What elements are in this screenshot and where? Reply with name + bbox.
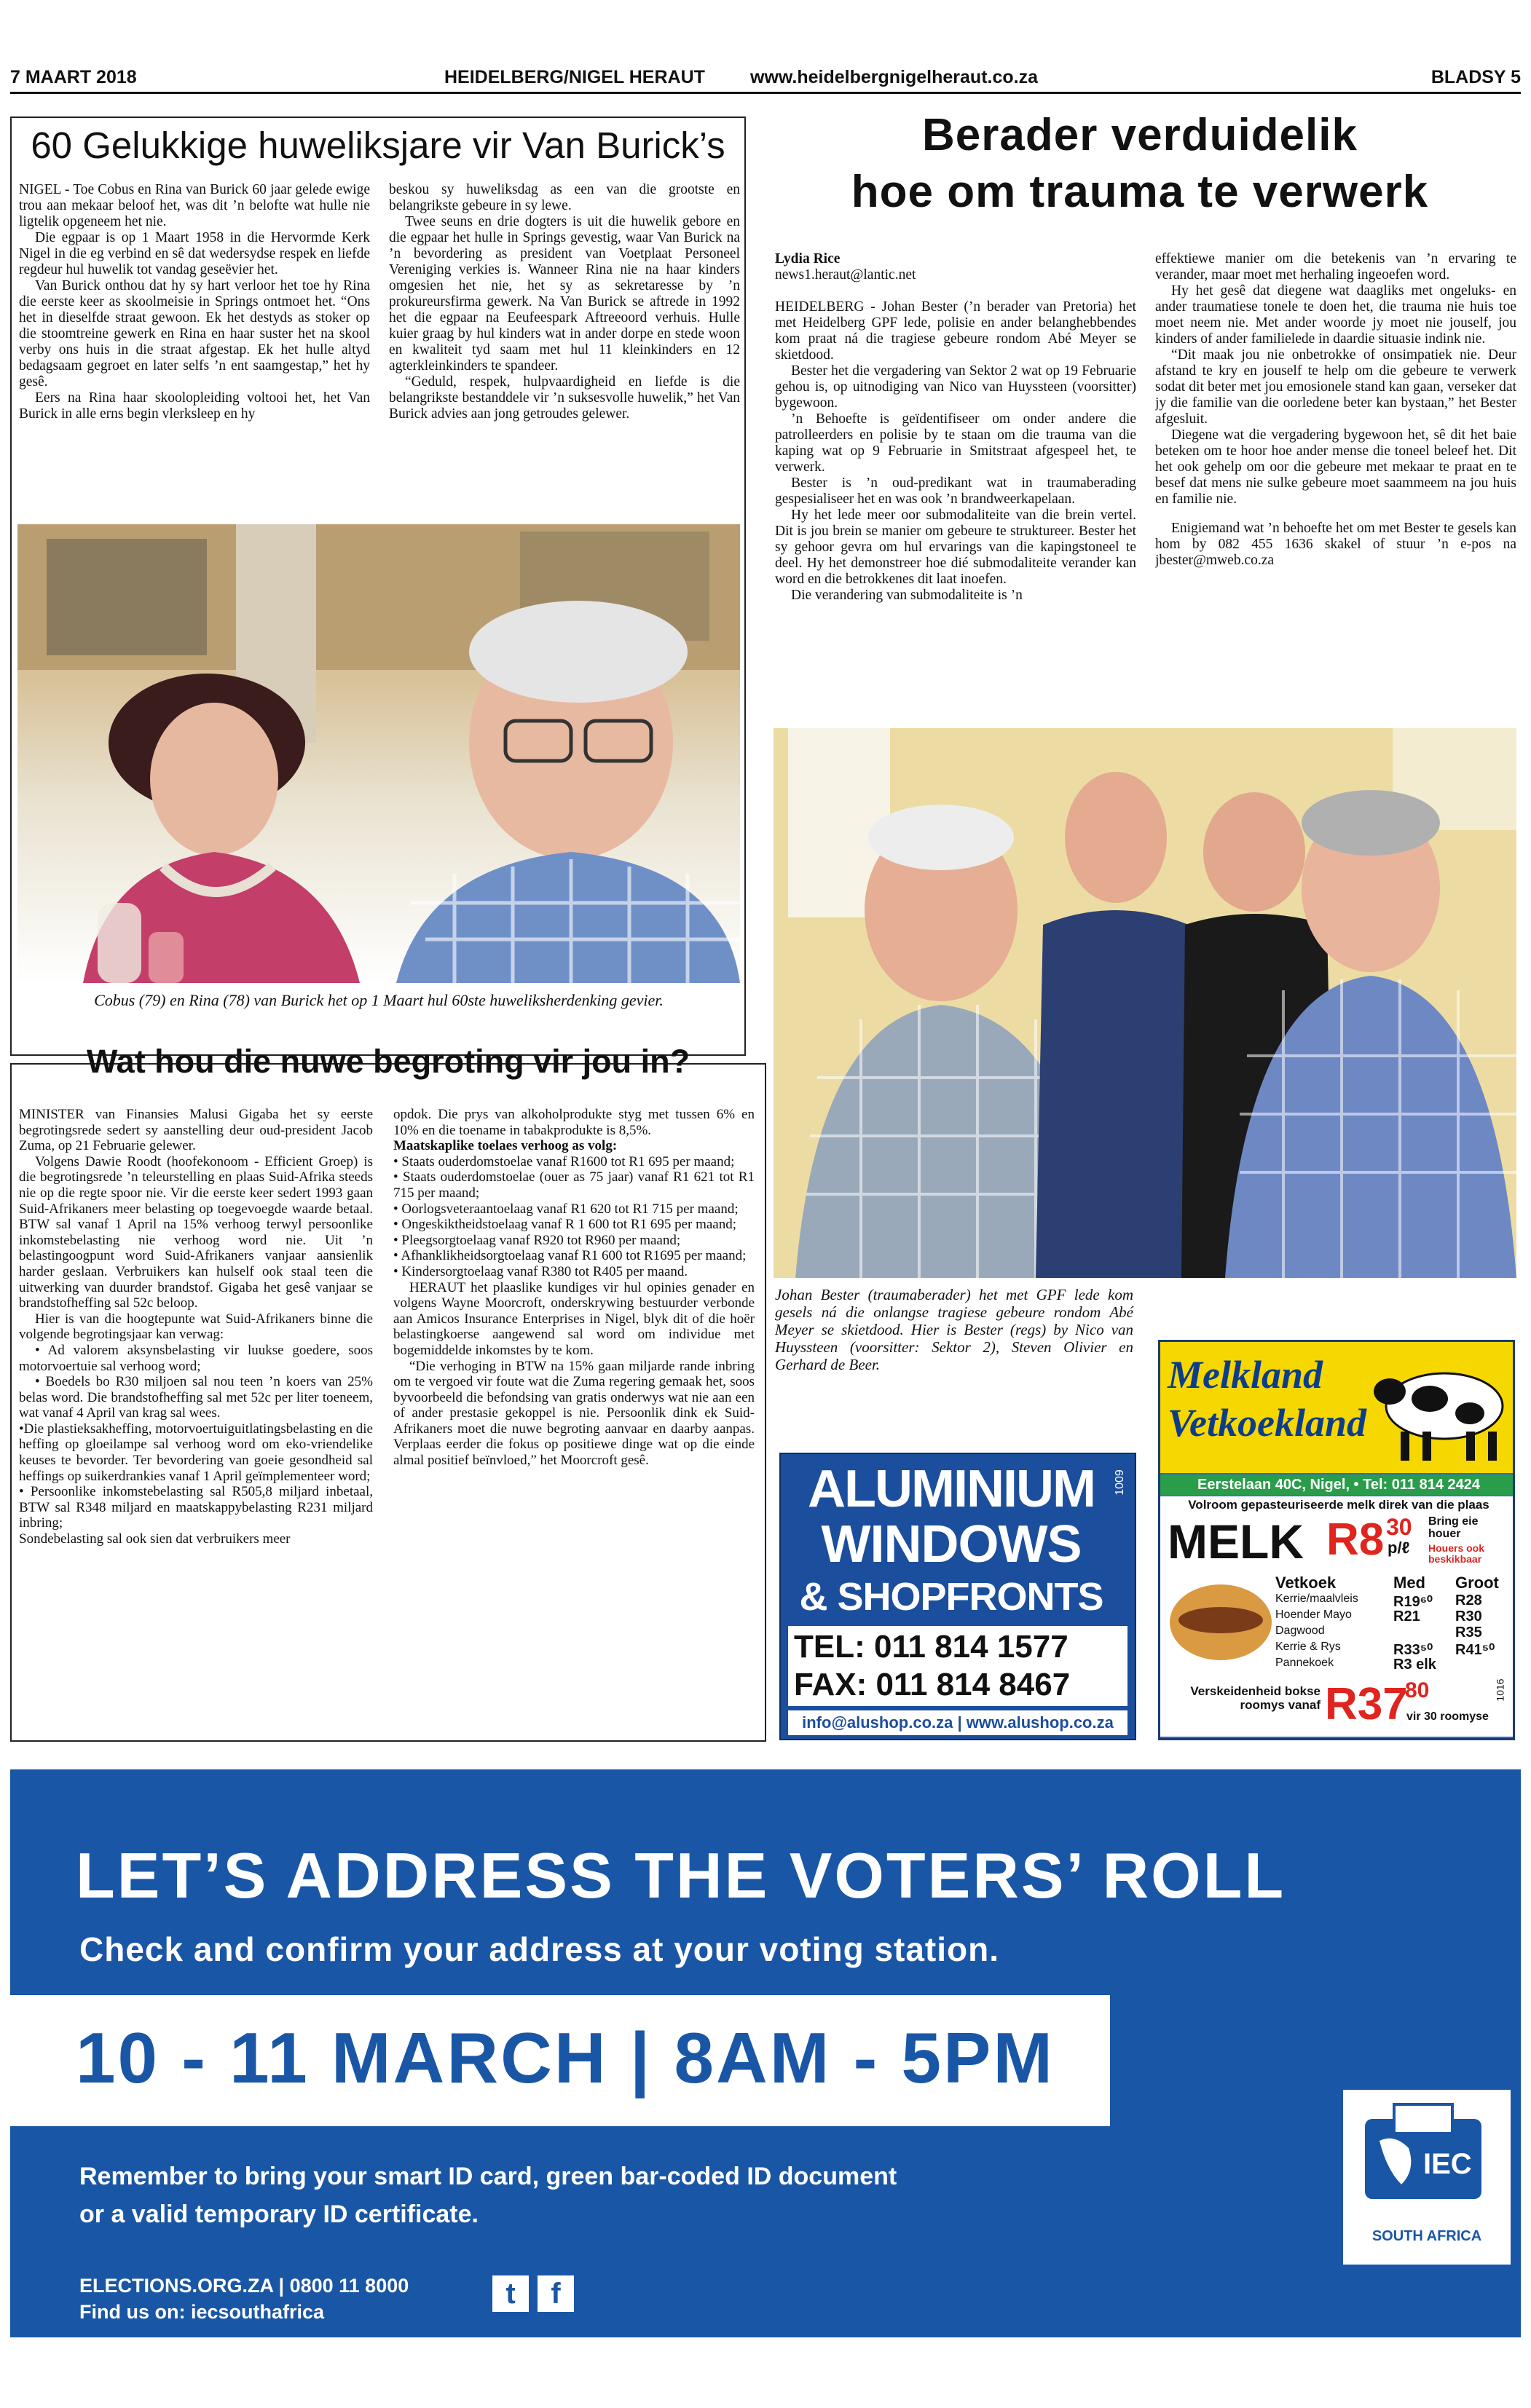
article3-p7: • Persoonlike inkomstebelasting sal R505,8 miljard inbetaal, BTW sal R348 miljard en maatskappybelasting R231 miljard inbring; (19, 1484, 373, 1531)
facebook-icon[interactable]: f (538, 2275, 574, 2312)
menu-row (1275, 1625, 1508, 1641)
article3-bullet: • Staats ouderdomstoelae (ouer as 75 jaar) vanaf R1 621 tot R1 715 per maand; (393, 1169, 755, 1201)
article2-email[interactable]: news1.heraut@lantic.net (775, 267, 916, 283)
vetkoek-icon (1166, 1575, 1275, 1670)
melkland-ref: 1016 (1494, 1678, 1506, 1702)
article2-p7: effektiewe manier om die betekenis van ’n ervaring te verander, maar moet met herhaling ingeoefen word. (1155, 251, 1516, 283)
article2-title-line1: Berader verduidelik (922, 110, 1358, 160)
melkland-menu (1275, 1592, 1508, 1673)
iec-ad[interactable] (10, 1769, 1521, 2337)
article2-caption: Johan Bester (traumaberader) het met GPF lede kom gesels ná die onlangse tragiese gebeure rondom Abé Meyer se skietdood. Hier is Bester (regs) by Nico van Huyssteen (voorsitter: Sektor 2), Steven Olivier en Gerhard de Beer. (775, 1286, 1133, 1373)
menu-med: R33⁵⁰ (1393, 1642, 1433, 1658)
iec-social[interactable]: Find us on: iecsouthafrica (79, 2301, 325, 2323)
menu-item: Hoender Mayo (1275, 1608, 1352, 1621)
article2-col2 (1155, 251, 1516, 717)
iec-logo-box (1343, 2090, 1511, 2265)
article3-p8: Sondebelasting sal ook sien dat verbruikers meer (19, 1531, 291, 1547)
melkland-melk-price: R8 (1326, 1515, 1385, 1565)
article2-p1: HEIDELBERG - Johan Bester (’n berader van Pretoria) het met Heidelberg GPF lede, polisie en ander belanghebbendes kom praat ná die tragiese gebeure rondom Abé Meyer se skietdood. (775, 299, 1136, 363)
iec-dates-box (10, 1995, 1110, 2126)
menu-item: Kerrie & Rys (1275, 1641, 1341, 1653)
menu-med (1393, 1625, 1455, 1641)
article1-p3: Van Burick onthou dat hy sy hart verloor het toe hy Rina die eerste keer as skoolmeisie in Springs ontmoet het. “Ons het in dieselfde straat gewoon. Ek het destyds as stoker op die stoomtreine gewerk en Rina en haar suster het na skool verby ons huis in die straat afgestap. Ek het hulle altyd bedagsaam gegroet en later selfs ’n ent saamgestap,” het hy gesê. (19, 278, 370, 390)
article2-title-line2: hoe om trauma te verwerk (851, 167, 1429, 217)
article1-p1: NIGEL - Toe Cobus en Rina van Burick 60 jaar gelede ewige trou aan mekaar beloof het, was dit ’n belofte wat hulle nie ligtelik opgeneem het nie. (19, 182, 370, 229)
menu-item: Pannekoek (1275, 1657, 1334, 1669)
article1-col2 (389, 182, 740, 517)
menu-row (1275, 1608, 1508, 1625)
couple-photo-art (17, 524, 740, 983)
article3-p2: Volgens Dawie Roodt (hoofekonoom - Efficient Groep) is die begrotingsrede ’n teleurstelling en plaas Suid-Afrika steeds nie op die regte spoor nie. Vir die eerste keer sedert 1993 gaan Suid-Afrikaners meer belasting op toegevoegde waarde betaal. BTW sal vanaf 1 April na 15% verhoog terwyl persoonlike inkomstebelasting nie verhoog word nie. Uit ’n belastingoogpunt word Suid-Afrikaners vanjaar aansienlik harder geslaan. Verbruikers kan hulself ook staal teen die uitwerking van duurder brandstof. Gigaba het gesê vanjaar se brandstofheffing sal 52c beloop. (19, 1153, 373, 1311)
melkland-vetkoek: Vetkoek (1275, 1574, 1337, 1592)
article3-subhead: Maatskaplike toelaes verhoog as volg: (393, 1138, 618, 1154)
menu-row (1275, 1592, 1508, 1608)
menu-groot: R35 (1455, 1625, 1482, 1641)
menu-row (1275, 1641, 1508, 1657)
page-number: BLADSY 5 (1430, 67, 1521, 87)
aluminium-ad[interactable] (779, 1453, 1136, 1740)
article1-title: 60 Gelukkige huweliksjare vir Van Burick’s (31, 125, 725, 166)
menu-groot: R28 (1455, 1592, 1482, 1608)
melkland-verskeidenheid: Verskeidenheid bokse roomys vanaf (1190, 1684, 1321, 1712)
iec-reminder-line2: or a valid temporary ID certificate. (79, 2200, 479, 2228)
menu-item: Kerrie/maalvleis (1275, 1592, 1358, 1605)
article3-bullet: • Kindersorgtoelaag vanaf R380 tot R405 per maand. (393, 1263, 688, 1279)
article2-p9: “Dit maak jou nie onbetrokke of onsimpatiek nie. Deur afstand te kry en jouself te help om die gebeure te verwerk sodat dit beter met jou emosionele stand kan gaan, verseker dat jy die familie van die oorledene beter kan bystaan,” het Bester afgesluit. (1155, 347, 1516, 427)
article2-p6: Die verandering van submodaliteite is ’n (791, 588, 1023, 603)
article3-bullet: • Ongeskiktheidstoelaag vanaf R 1 600 tot R1 695 per maand; (393, 1217, 737, 1233)
melkland-roomys-unit: vir 30 roomyse (1406, 1710, 1489, 1723)
article3-bullet: • Staats ouderdomstoelae vanaf R1600 tot R1 695 per maand; (393, 1153, 735, 1169)
article1-p7: “Geduld, respek, hulpvaardigheid en liefde is die belangrikste bestanddele vir ’n suksesvolle huwelik,” het Van Burick advies aan jong getroudes gelewer. (389, 374, 740, 422)
menu-med: R3 elk (1393, 1657, 1436, 1673)
melkland-title1: Melkland (1168, 1353, 1323, 1397)
article3-col1 (19, 1107, 373, 1718)
melkland-bring: Bring eie houer (1428, 1515, 1479, 1540)
melkland-title2: Vetkoekland (1168, 1401, 1367, 1445)
article1-p2: Die egpaar is op 1 Maart 1958 in die Hervormde Kerk Nigel in die eg verbind en sê dat wedersydse respek en liefde regdeur hul huwelik tot vandag geseëvier het. (19, 230, 370, 277)
aluminium-ref: 1009 (1114, 1469, 1127, 1496)
aluminium-contact-box (788, 1626, 1127, 1706)
iec-logo-sub: SOUTH AFRICA (1371, 2228, 1482, 2244)
iec-reminder-line1: Remember to bring your smart ID card, green bar-coded ID document (79, 2163, 897, 2190)
article2-author: Lydia Rice (775, 251, 841, 267)
article3-p1: MINISTER van Finansies Malusi Gigaba het sy eerste begrotingsrede sedert sy aanstelling deur oud-president Jacob Zuma, op 21 Februarie gelewer. (19, 1107, 373, 1154)
article3-p3: Hier is van die hoogtepunte wat Suid-Afrikaners binne die volgende begrotingsjaar kan verwag: (19, 1311, 373, 1343)
melkland-tagline: Volroom gepasteuriseerde melk direk van die plaas (1188, 1498, 1489, 1512)
article2-p10: Diegene wat die vergadering bygewoon het, sê dit het baie beteken om te hoor hoe ander mense die toneel beleef het. Dit het ook gehelp om oor die gebeure met mekaar te praat en te besef dat mens nie sulke gebeure moet saammeem na jou huis en familie nie. (1155, 427, 1516, 507)
article1-caption: Cobus (79) en Rina (78) van Burick het op 1 Maart hul 60ste huweliksherdenking gevier. (94, 991, 664, 1009)
article2-p5: Hy het lede meer oor submodaliteite van die brein vertel. Dit is jou brein se manier om gebeure te struktureer. Bester het sy gehoor gevra om hul ervarings van die kapingstoneel te deel. Hy het demonstreer hoe dié submodaliteite verander kan word en die betrokkenes dit laat inoefen. (775, 508, 1136, 587)
melkland-roomys-price: R37 (1325, 1679, 1408, 1729)
article1-p6: Twee seuns en drie dogters is uit die huwelik gebore en die egpaar het hulle in Springs gevestig, waar Van Burick na ’n bevordering as president van Voetplaat Personeel Vereniging verkies is. Wanneer Rina nie na haar kinders omgesien het nie, het sy as sekretaresse by ’n prokureursfirma gewerk. Na Van Burick se aftrede in 1992 het die egpaar na Eeufeespark Aftreeoord verhuis. Hulle kuier graag by hul kinders wat in ander dorpe en stede woon en kwaliteit tyd saam met hul 11 kleinkinders en 12 agterkleinkinders te spandeer. (389, 214, 740, 374)
article1-p5: beskou sy huweliksdag as een van die grootste en belangrikste gebeure in sy lewe. (389, 182, 740, 213)
menu-row (1275, 1657, 1508, 1673)
group-photo-art (774, 728, 1516, 1278)
melkland-melk-label: MELK (1168, 1515, 1304, 1568)
aluminium-line3: & SHOPFRONTS (799, 1575, 1103, 1619)
article3-p10: HERAUT het plaaslike kundiges vir hul opinies genader en volgens Wayne Moorcroft, onderskrywing bestuurder verbonde aan Amicos Insurance Enterprises in Nigel, blyk dit of die hoër belastingkoerse aangewend sal word om individue met bogemiddelde inkomstes by te kom. (393, 1279, 755, 1358)
melkland-houers: Houers ook beskikbaar (1428, 1542, 1485, 1565)
article3-title: Wat hou die nuwe begroting vir jou in? (86, 1043, 690, 1080)
melkland-groot: Groot (1455, 1574, 1499, 1592)
article2-col1 (775, 251, 1136, 717)
article3-p6: •Die plastieksakheffing, motorvoertuiguitlatingsbelasting en die heffing op gloeilampe sal verhoog word om eko-vriendelike keuses te bevorder. Ter bevordering van goeie gesondheid sal heffings op suikerdrankies vanaf 1 April geïmplementeer word; (19, 1421, 373, 1484)
article1-p4: Eers na Rina haar skoolopleiding voltooi het, het Van Burick in alle erns begin vlerksleep en hy (19, 390, 370, 422)
iec-subline: Check and confirm your address at your voting station. (79, 1930, 1000, 1968)
menu-med: R21 (1393, 1608, 1420, 1625)
melkland-roomys-cents: 80 (1405, 1678, 1430, 1702)
melkland-ad[interactable] (1158, 1340, 1515, 1740)
couple-photo (17, 524, 740, 983)
article2-p3: ’n Behoefte is geïdentifiseer om onder andere die patrolleerders en polisie by te staan om die trauma van die kaping wat op 9 Februarie in Smitstraat afgespeel het, te verwerk. (775, 411, 1136, 475)
melkland-address: Eerstelaan 40C, Nigel, • Tel: 011 814 2424 (1160, 1475, 1515, 1496)
iec-contact[interactable]: ELECTIONS.ORG.ZA | 0800 11 8000 (79, 2275, 409, 2297)
article1-col1 (19, 182, 370, 517)
melkland-melk-cents: 30 (1386, 1514, 1412, 1540)
menu-groot: R41⁵⁰ (1455, 1642, 1495, 1658)
article3-p9: opdok. Die prys van alkoholprodukte styg met tussen 6% en 10% en die toename in tabakprodukte is 8,5%. (393, 1107, 755, 1138)
article3-p5: • Boedels bo R30 miljoen sal nou teen ’n koers van 25% belas word. Die brandstofheffing sal met 52c per liter toeneem, wat vanaf 4 April van krag sal wees. (19, 1374, 373, 1421)
aluminium-fax: FAX: 011 814 8467 (794, 1667, 1071, 1702)
paper-name: HEIDELBERG/NIGEL HERAUT (444, 67, 705, 87)
website-link[interactable]: www.heidelbergnigelheraut.co.za (750, 67, 1038, 87)
iec-logo-text: IEC (1423, 2148, 1472, 2180)
article2-p2: Bester het die vergadering van Sektor 2 wat op 19 Februarie gehou is, op uitnodiging van Nico van Huyssteen (voorsitter) bygewoon. (775, 363, 1136, 411)
article3-bullet: • Afhanklikheidsorgtoelaag vanaf R1 600 tot R1695 per maand; (393, 1248, 747, 1264)
aluminium-footer[interactable]: info@alushop.co.za | www.alushop.co.za (788, 1710, 1127, 1735)
article2-p8: Hy het gesê dat diegene wat daagliks met ongeluks- en ander traumatiese tonele te doen het, die trauma nie huis toe moet neem nie. Met ander woorde jy moet nie jouself, jou kinders of ander familielede in daardie situasie indink nie. (1155, 283, 1516, 347)
aluminium-line2: WINDOWS (821, 1515, 1082, 1574)
menu-item: Dagwood (1275, 1625, 1325, 1637)
menu-med: R19⁶⁰ (1393, 1594, 1433, 1610)
group-photo (774, 728, 1516, 1278)
melkland-med: Med (1393, 1574, 1425, 1592)
melkland-melk-unit: p/ℓ (1388, 1539, 1410, 1557)
article2-p11: Enigiemand wat ’n behoefte het om met Bester te gesels kan hom by 082 455 1636 skakel of stuur ’n e-pos na jbester@mweb.co.za (1155, 521, 1516, 568)
article3-col2 (393, 1107, 755, 1718)
cow-icon (1371, 1348, 1510, 1464)
iec-headline: LET’S ADDRESS THE VOTERS’ ROLL (76, 1839, 1286, 1911)
article2-p4: Bester is ’n oud-predikant wat in traumaberading gespesialiseer het en was ook ’n brandweerkapelaan. (775, 475, 1136, 507)
article3-p4: • Ad valorem aksynsbelasting vir luukse goedere, soos motorvoertuie sal verhoog word; (19, 1342, 373, 1374)
iec-dates: 10 - 11 MARCH | 8AM - 5PM (76, 2018, 1055, 2098)
article3-bullet: • Pleegsorgtoelaag vanaf R920 tot R960 per maand; (393, 1232, 681, 1248)
aluminium-tel[interactable]: TEL: 011 814 1577 (794, 1629, 1068, 1665)
aluminium-line1: ALUMINIUM (808, 1460, 1095, 1518)
menu-groot: R30 (1455, 1608, 1482, 1625)
article3-p11: “Die verhoging in BTW na 15% gaan miljarde rande inbring om te vergoed vir foute wat die Zuma regering gemaak het, soos byvoorbeeld die befondsing van gratis onderwys wat nie aan een of ander prestasie gekoppel is nie. Persoonlik dink ek Suid-Afrikaners moet die nuwe begroting aanvaar en daarby aanpas. Verplaas eerder die fokus op positiewe dinge wat op die einde almal positief beïnvloed,” het Moorcroft gesê. (393, 1358, 755, 1469)
twitter-icon[interactable]: t (492, 2275, 529, 2312)
page-date: 7 MAART 2018 (10, 67, 137, 87)
article3-bullet: • Oorlogsveteraantoelaag vanaf R1 620 tot R1 715 per maand; (393, 1201, 739, 1217)
header-rule (10, 92, 1521, 94)
